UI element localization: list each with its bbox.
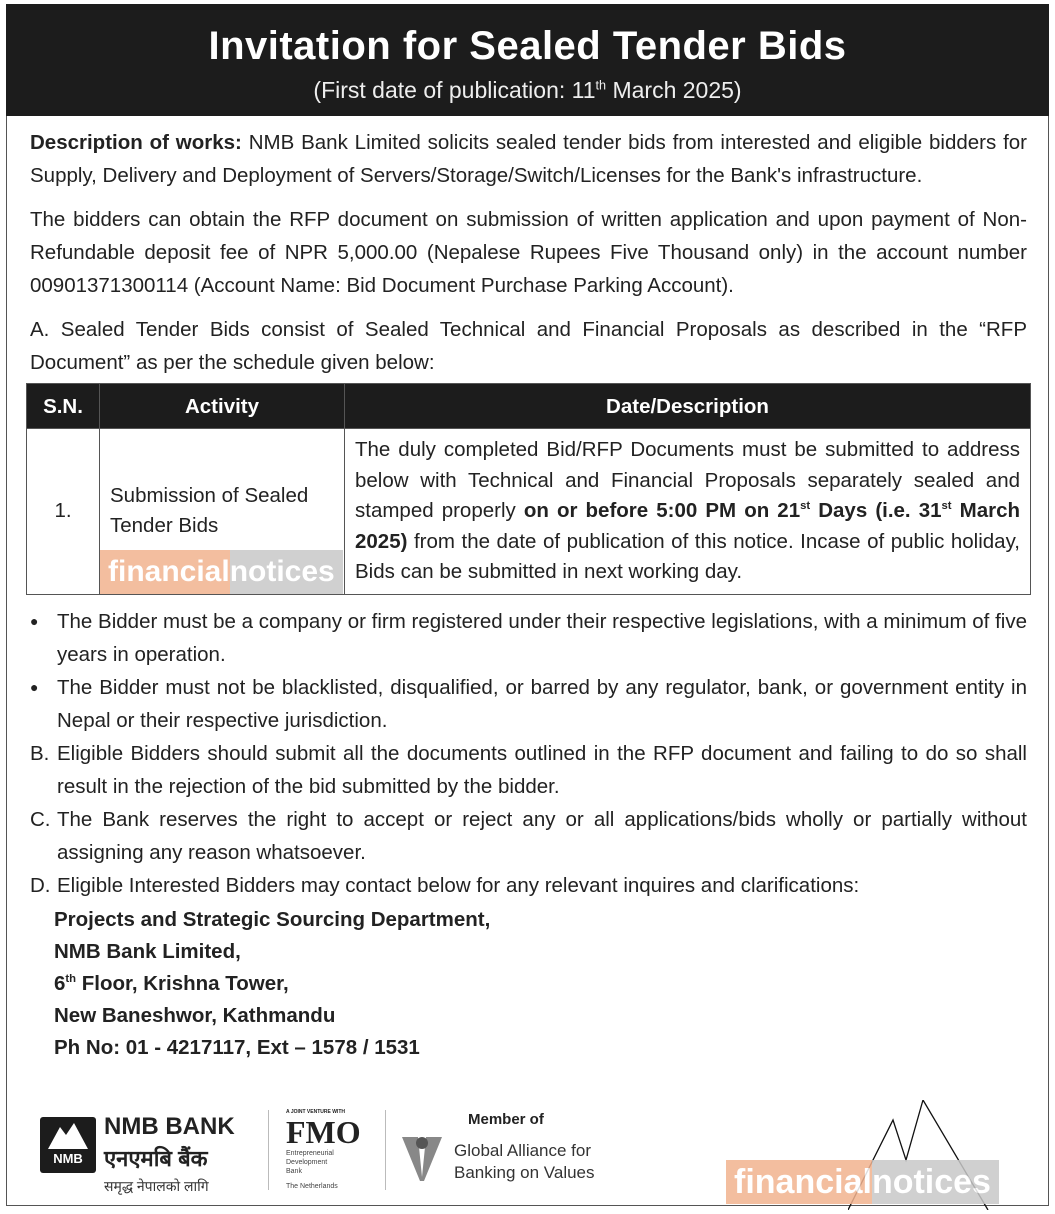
mountain-icon [46, 1121, 90, 1149]
list-item: B. Eligible Bidders should submit all the documents outlined in the RFP document and failing to do so shall result in the rejection of the bid submitted by the bidder. [30, 741, 1027, 798]
rfp-paragraph: The bidders can obtain the RFP document on submission of written application and upon payment of Non-Refundable deposit fee of NPR 5,000.00 (Nepalese Rupees Five Thousand only) in the account number 00901371300114 (Account Name: Bid Document Purchase Parking Account). [30, 208, 1027, 297]
list-item: C. The Bank reserves the right to accept or reject any or all applications/bids wholly or partially without assigning any reason whatsoever. [30, 807, 1027, 864]
gabv-icon [402, 1133, 442, 1181]
divider [268, 1110, 269, 1190]
header-date-description: Date/Description [345, 384, 1031, 429]
header-sn: S.N. [27, 384, 100, 429]
section-a: A. Sealed Tender Bids consist of Sealed Technical and Financial Proposals as described in the “RFP Document” as per the schedule given below: [30, 318, 1027, 374]
watermark: financial notices [100, 550, 343, 594]
divider [385, 1110, 386, 1190]
list-item: ● The Bidder must not be blacklisted, disqualified, or barred by any regulator, bank, or government entity in Nepal or their respective jurisdiction. [30, 675, 1027, 732]
nmb-logo: NMB NMB BANK एनएमबि बैंक समृद्ध नेपालको लागि [40, 1113, 270, 1198]
gabv-logo: Member of Global Alliance for Banking on Values [402, 1105, 622, 1195]
watermark: financial notices [726, 1160, 999, 1204]
cell-activity: Submission of Sealed Tender Bids [100, 429, 345, 595]
contact-address: Projects and Strategic Sourcing Department, NMB Bank Limited, 6th Floor, Krishna Tower, New Baneshwor, Kathmandu Ph No: 01 - 4217117, Ext – 1578 / 1531 [54, 907, 491, 1059]
notice-title: Invitation for Sealed Tender Bids [208, 24, 847, 68]
notice-body [30, 126, 1027, 1064]
cell-description: The duly completed Bid/RFP Documents must be submitted to address below with Technical and Financial Proposals separately sealed and stamped properly on or before 5:00 PM on 21st Days (i.e. 31st March 2025) from the date of publication of this notice. Incase of public holiday, Bids can be submitted in next working day. [345, 429, 1031, 595]
fmo-logo: A JOINT VENTURE WITH FMO Entrepreneurial Development Bank The Netherlands [286, 1109, 361, 1190]
notice-header [6, 4, 1049, 116]
conditions-list [30, 605, 1027, 902]
list-item: D. Eligible Interested Bidders may contact below for any relevant inquires and clarifications: [30, 873, 860, 897]
publication-date: (First date of publication: 11th March 2025) [313, 77, 742, 103]
list-item: ● The Bidder must be a company or firm registered under their respective legislations, with a minimum of five years in operation. [30, 609, 1027, 666]
cell-sn: 1. [27, 429, 100, 595]
header-activity: Activity [100, 384, 345, 429]
description-paragraph: Description of works: NMB Bank Limited solicits sealed tender bids from interested and eligible bidders for Supply, Delivery and Deployment of Servers/Storage/Switch/Licenses for the Bank's infrastructure. [30, 131, 1027, 187]
